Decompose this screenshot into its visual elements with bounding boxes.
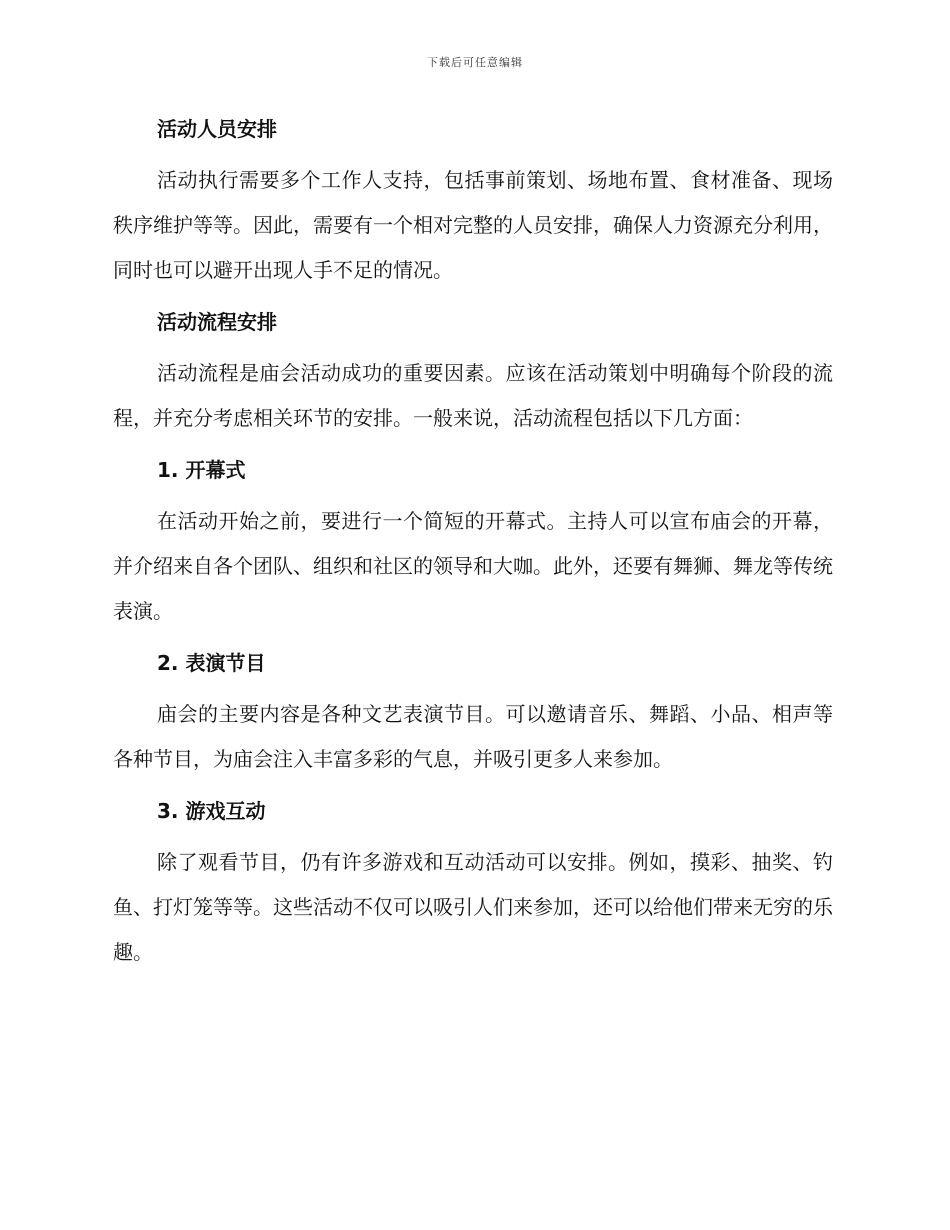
page-header: 下载后可任意编辑 [427,56,523,69]
section-heading-staff: 活动人员安排 [157,117,277,141]
section-heading-opening: 1. 开幕式 [157,458,246,482]
section-paragraph-opening: 在活动开始之前，要进行一个简短的开幕式。主持人可以宣布庙会的开幕，并介绍来自各个团队、组织和社区的领导和大咖。此外，还要有舞狮、舞龙等传统表演。 [113,509,833,623]
section-heading-games: 3. 游戏互动 [157,799,266,823]
section-paragraph-performances: 庙会的主要内容是各种文艺表演节目。可以邀请音乐、舞蹈、小品、相声等各种节目，为庙会注入丰富多彩的气息，并吸引更多人来参加。 [113,702,833,771]
section-paragraph-process: 活动流程是庙会活动成功的重要因素。应该在活动策划中明确每个阶段的流程，并充分考虑相关环节的安排。一般来说，活动流程包括以下几方面： [113,361,833,430]
section-heading-performances: 2. 表演节目 [157,651,266,675]
section-heading-process: 活动流程安排 [157,310,277,334]
section-paragraph-games: 除了观看节目，仍有许多游戏和互动活动可以安排。例如，摸彩、抽奖、钓鱼、打灯笼等等。这些活动不仅可以吸引人们来参加，还可以给他们带来无穷的乐趣。 [113,850,833,964]
section-paragraph-staff: 活动执行需要多个工作人支持，包括事前策划、场地布置、食材准备、现场秩序维护等等。因此，需要有一个相对完整的人员安排，确保人力资源充分利用，同时也可以避开出现人手不足的情况。 [113,168,833,282]
document-body [113,112,833,975]
